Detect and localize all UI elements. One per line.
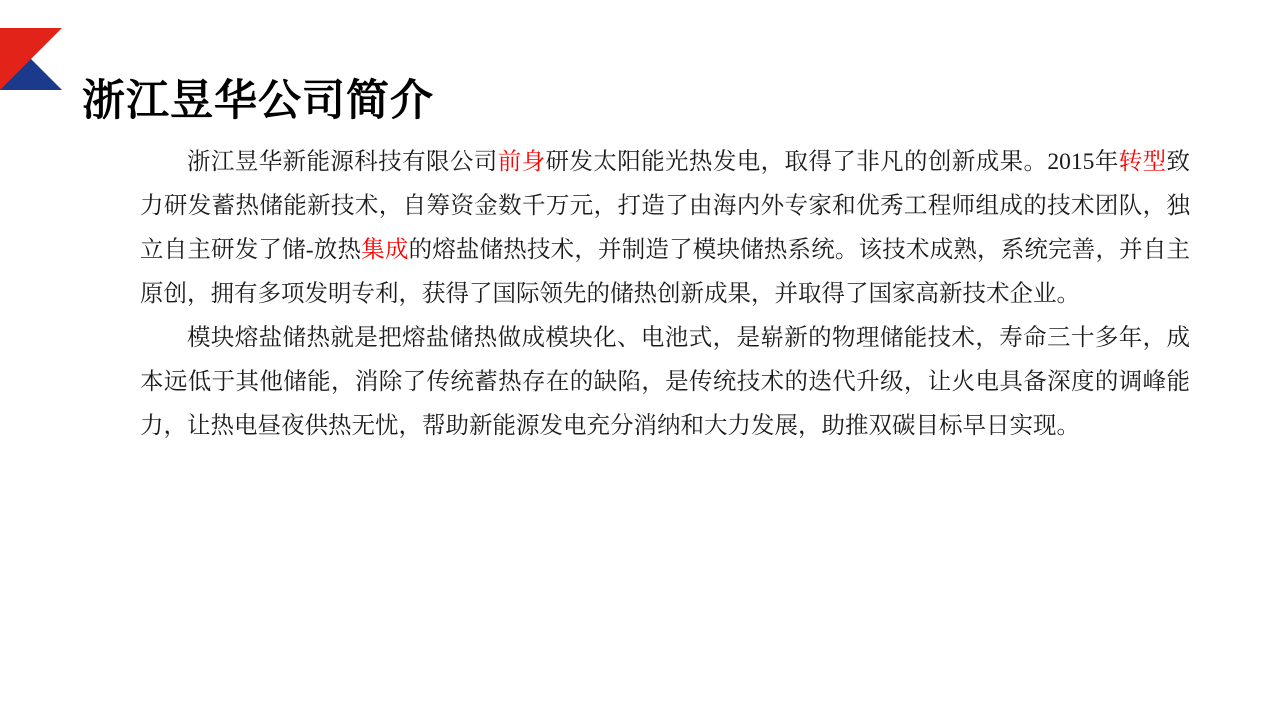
text-run: 浙江昱华新能源科技有限公司 (187, 149, 498, 175)
highlighted-text-run: 转型 (1118, 149, 1167, 175)
slide-body (140, 140, 1190, 448)
paragraph-2 (140, 316, 1190, 448)
text-run: 研发太阳能光热发电，取得了非凡的创新成果。2015年 (545, 149, 1119, 175)
text-run: 模块熔盐储热就是把熔盐储热做成模块化、电池式，是崭新的物理储能技术，寿命三十多年，成本远低于其他储能，消除了传统蓄热存在的缺陷，是传统技术的迭代升级，让火电具备深度的调峰能力，让热电昼夜供热无忧，帮助新能源发电充分消纳和大力发展，助推双碳目标早日实现。 (140, 325, 1190, 439)
page-title: 浙江昱华公司简介 (82, 75, 434, 126)
flag-corner-mark-icon (0, 28, 62, 90)
highlighted-text-run: 前身 (497, 149, 546, 175)
flag-corner-notch-shape (41, 28, 62, 89)
highlighted-text-run: 集成 (361, 237, 409, 263)
text-run: 致力研发蓄热储能新技术，自筹资金数千万元，打造了由海内外专家和优秀工程师组成的技术团队，独立自主研发了储-放热 (140, 149, 1191, 263)
text-run: 的熔盐储热技术，并制造了模块储热系统。该技术成熟，系统完善，并自主原创，拥有多项发明专利，获得了国际领先的储热创新成果，并取得了国家高新技术企业。 (140, 237, 1191, 307)
paragraph-1 (140, 140, 1190, 316)
